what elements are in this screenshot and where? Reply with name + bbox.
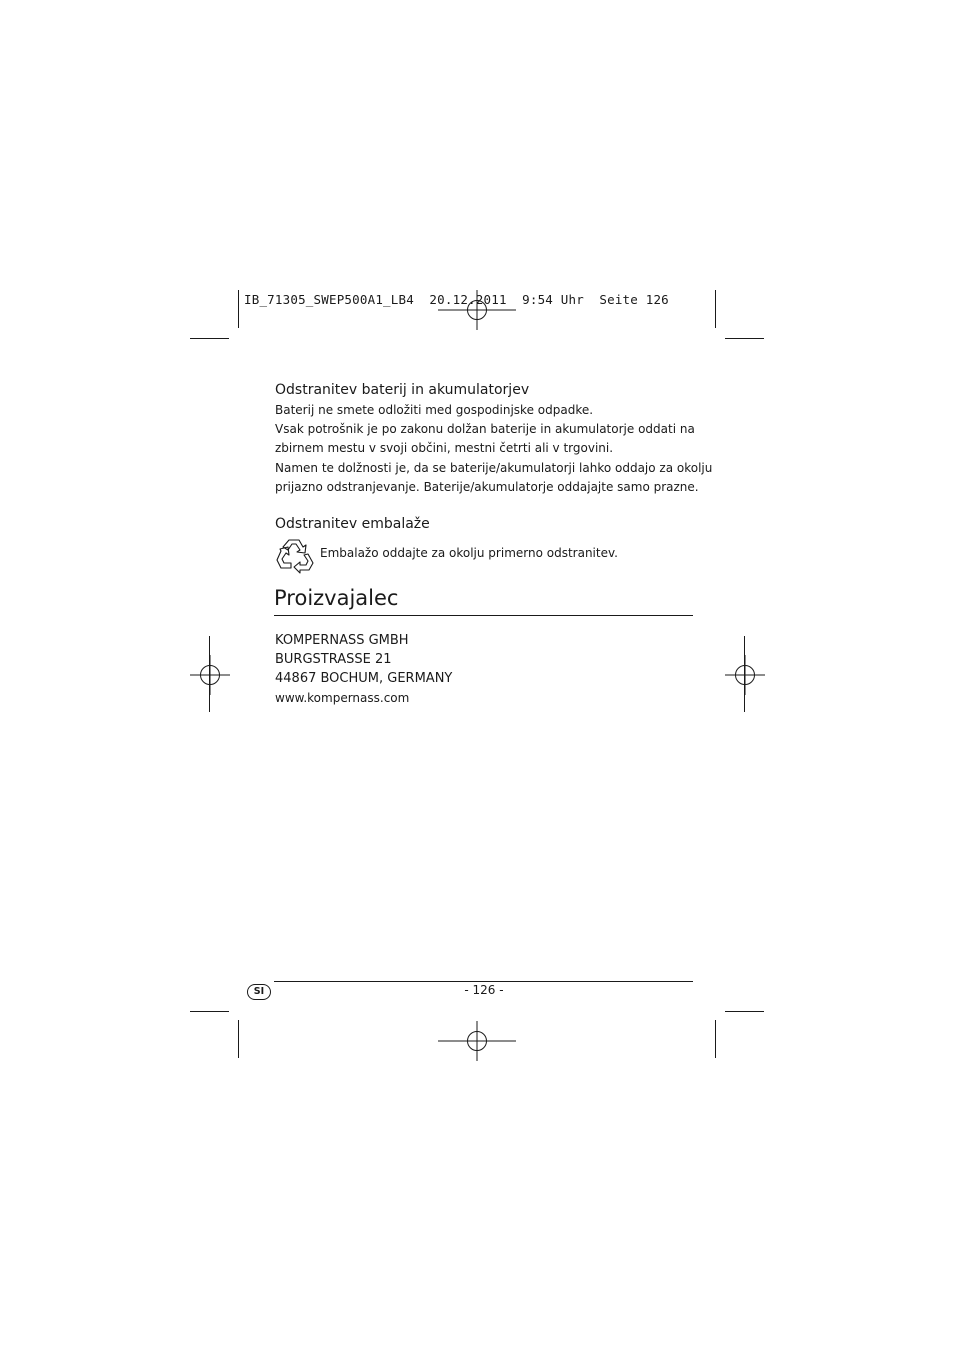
packaging-section-heading: Odstranitev embalaže [275,516,430,532]
battery-text-line: prijazno odstranjevanje. Baterije/akumulatorje oddajajte samo prazne. [275,480,699,494]
crop-mark-bottom-left-horizontal [190,1011,229,1012]
footer-rule [274,981,693,982]
crop-mark-top-right-horizontal [725,338,764,339]
battery-text-line: Namen te dolžnosti je, da se baterije/akumulatorji lahko oddajo za okolju [275,461,713,475]
crop-mark-top-right-vertical [715,290,716,328]
page-number: - 126 - [464,983,504,997]
website-text: www.kompernass.com [275,691,410,705]
battery-section-heading: Odstranitev baterij in akumulatorjev [275,382,530,398]
registration-mark-bottom [438,1021,516,1061]
print-job-header: IB_71305_SWEP500A1_LB4 20.12.2011 9:54 Uhr Seite 126 [244,292,669,307]
crop-mark-bottom-left-vertical [238,1020,239,1058]
packaging-text: Embalažo oddajte za okolju primerno odstranitev. [320,546,618,560]
crop-mark-bottom-right-vertical [715,1020,716,1058]
registration-mark-right [725,655,765,695]
crop-mark-top-left-vertical [238,290,239,328]
address-line: BURGSTRASSE 21 [275,652,392,667]
address-line: KOMPERNASS GMBH [275,633,409,648]
battery-text-line: zbirnem mestu v svoji občini, mestni četrti ali v trgovini. [275,441,614,455]
address-line: 44867 BOCHUM, GERMANY [275,671,453,686]
registration-mark-left [190,655,230,695]
crop-mark-bottom-right-horizontal [725,1011,764,1012]
manufacturer-heading: Proizvajalec [274,586,399,610]
battery-text-line: Baterij ne smete odložiti med gospodinjske odpadke. [275,403,594,417]
language-badge: SI [247,984,271,1000]
crop-mark-top-left-horizontal [190,338,229,339]
recycle-icon [275,536,315,574]
manufacturer-heading-rule [274,615,693,616]
battery-text-line: Vsak potrošnik je po zakonu dolžan baterije in akumulatorje oddati na [275,422,695,436]
